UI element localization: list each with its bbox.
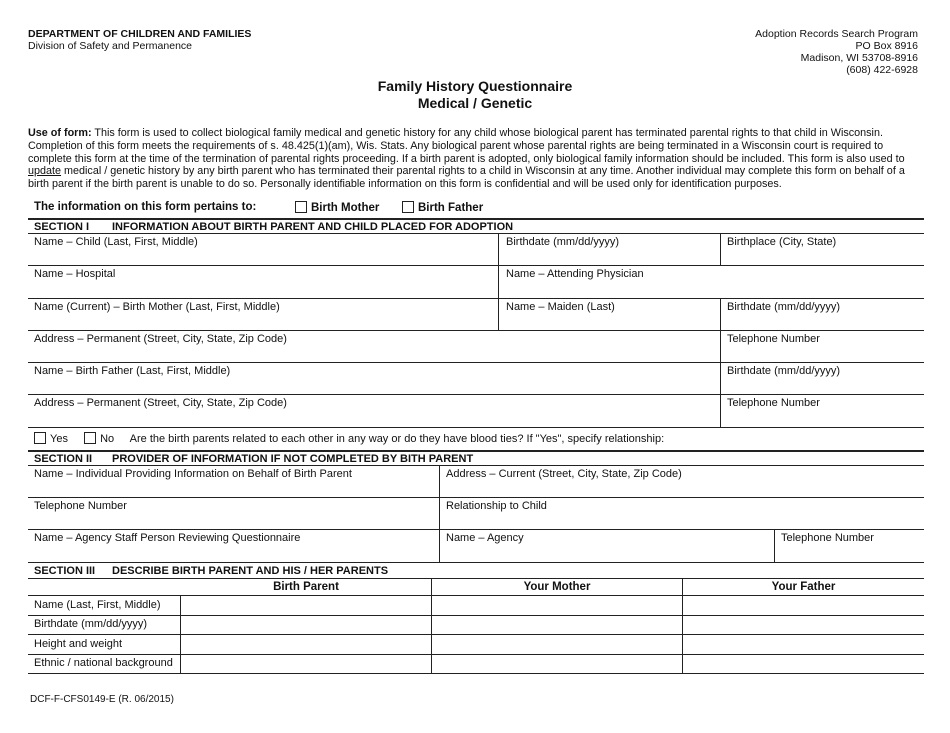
divider (28, 634, 924, 635)
divider (28, 654, 924, 655)
divider (28, 529, 924, 530)
divider (28, 562, 924, 563)
birth-mother-name-field[interactable]: Name (Current) – Birth Mother (Last, First, Middle) (34, 301, 280, 313)
birth-mother-checkbox[interactable] (295, 201, 307, 213)
divider (682, 578, 683, 673)
provider-address-field[interactable]: Address – Current (Street, City, State, Zip Code) (446, 468, 682, 480)
program-phone: (608) 422-6928 (846, 64, 918, 76)
po-box: PO Box 8916 (855, 40, 918, 52)
divider (28, 362, 924, 363)
birth-father-checkbox[interactable] (402, 201, 414, 213)
divider (28, 330, 924, 331)
section1-top-rule (28, 218, 924, 220)
section2-number: SECTION II (34, 453, 93, 465)
section2-heading (34, 453, 473, 465)
section1-heading (34, 221, 513, 233)
divider (28, 427, 924, 428)
birth-father-name-field[interactable]: Name – Birth Father (Last, First, Middle) (34, 365, 231, 377)
mother-birthdate-field[interactable]: Birthdate (mm/dd/yyyy) (727, 301, 841, 313)
father-birthdate-field[interactable]: Birthdate (mm/dd/yyyy) (727, 365, 841, 377)
divider (28, 298, 924, 299)
divider (774, 529, 775, 562)
child-birthdate-field[interactable]: Birthdate (mm/dd/yyyy) (506, 236, 620, 248)
divider (720, 233, 721, 266)
col-your-father: Your Father (771, 581, 836, 593)
use-of-form-label: Use of form: (28, 127, 92, 139)
divider (28, 233, 924, 234)
section1-title: INFORMATION ABOUT BIRTH PARENT AND CHILD PLACED FOR ADOPTION (112, 221, 514, 233)
divider (28, 497, 924, 498)
use-of-form-paragraph (28, 127, 916, 191)
use-of-form-update: update (28, 165, 62, 178)
divider (28, 595, 924, 596)
department-name: DEPARTMENT OF CHILDREN AND FAMILIES (28, 28, 252, 40)
division-name: Division of Safety and Permanence (28, 40, 193, 52)
related-no-checkbox[interactable] (84, 432, 96, 444)
related-question-row (34, 432, 664, 445)
child-birthplace-field[interactable]: Birthplace (City, State) (727, 236, 837, 248)
divider (720, 298, 721, 427)
divider (28, 673, 924, 674)
return-address (755, 28, 918, 76)
provider-phone-field[interactable]: Telephone Number (34, 500, 127, 512)
related-yes-label: Yes (50, 433, 68, 445)
divider (28, 465, 924, 466)
pertains-label: The information on this form pertains to: (34, 201, 257, 213)
divider (28, 578, 924, 579)
form-number: DCF-F-CFS0149-E (R. 06/2015) (30, 694, 174, 705)
form-title-line2: Medical / Genetic (417, 95, 533, 111)
row-ethnic-background: Ethnic / national background (34, 657, 173, 669)
child-name-field[interactable]: Name – Child (Last, First, Middle) (34, 236, 198, 248)
father-address-field[interactable]: Address – Permanent (Street, City, State, Zip Code) (34, 397, 287, 409)
row-birthdate: Birthdate (mm/dd/yyyy) (34, 618, 148, 630)
divider (498, 233, 499, 331)
section1-number: SECTION I (34, 221, 90, 233)
relationship-field[interactable]: Relationship to Child (446, 500, 547, 512)
birth-father-label: Birth Father (418, 202, 484, 214)
divider (431, 578, 432, 673)
divider (28, 394, 924, 395)
agency-staff-field[interactable]: Name – Agency Staff Person Reviewing Questionnaire (34, 532, 301, 544)
maiden-name-field[interactable]: Name – Maiden (Last) (506, 301, 615, 313)
mother-address-field[interactable]: Address – Permanent (Street, City, State, Zip Code) (34, 333, 287, 345)
birth-father-option[interactable] (402, 201, 483, 214)
agency-name-field[interactable]: Name – Agency (446, 532, 524, 544)
row-name: Name (Last, First, Middle) (34, 599, 161, 611)
use-of-form-text-b: medical / genetic history by any birth parent who has terminated their parental rights to a child in Wisconsin at any time. Another individual may complete this form on behalf of a birth parent if the birth parent is unable to do so. Personally identifiable information on this form is confidential and will be used only for identification purposes. (28, 165, 905, 191)
section3-number: SECTION III (34, 565, 96, 577)
birth-mother-label: Birth Mother (311, 202, 380, 214)
city-state-zip: Madison, WI 53708-8916 (800, 52, 918, 64)
related-yes-checkbox[interactable] (34, 432, 46, 444)
form-title-line1: Family History Questionnaire (377, 78, 573, 94)
col-your-mother: Your Mother (523, 581, 591, 593)
section3-title: DESCRIBE BIRTH PARENT AND HIS / HER PARENTS (112, 565, 389, 577)
mother-phone-field[interactable]: Telephone Number (727, 333, 820, 345)
section3-heading (34, 565, 388, 577)
program-name: Adoption Records Search Program (755, 28, 918, 40)
agency-phone-field[interactable]: Telephone Number (781, 532, 874, 544)
divider (28, 615, 924, 616)
divider (28, 265, 924, 266)
divider (439, 465, 440, 562)
provider-name-field[interactable]: Name – Individual Providing Information on Behalf of Birth Parent (34, 468, 352, 480)
col-birth-parent: Birth Parent (273, 581, 339, 593)
physician-name-field[interactable]: Name – Attending Physician (506, 268, 644, 280)
birth-mother-option[interactable] (295, 201, 379, 214)
row-height-weight: Height and weight (34, 638, 123, 650)
form-title (0, 78, 950, 112)
section2-title: PROVIDER OF INFORMATION IF NOT COMPLETED BY BITH PARENT (112, 453, 474, 465)
use-of-form-text-a: This form is used to collect biological family medical and genetic history for any child whose biological parent has terminated parental rights to that child in Wisconsin. Completion of this form meets the requirements of s. 48.425(1)(am), Wis. Stats. Any biological parent whose parental rights are being terminated in a Wisconsin court is required to complete this form at the time of the termination of parental rights proceeding. If a birth parent is adopted, only biological family information should be included. This form is also used to (28, 127, 905, 165)
related-question: Are the birth parents related to each other in any way or do they have blood ties? If "Yes", specify relationship: (129, 433, 665, 445)
hospital-name-field[interactable]: Name – Hospital (34, 268, 116, 280)
father-phone-field[interactable]: Telephone Number (727, 397, 820, 409)
section2-top-rule (28, 450, 924, 452)
divider (180, 595, 181, 673)
related-no-label: No (100, 433, 115, 445)
agency-header (28, 28, 251, 52)
